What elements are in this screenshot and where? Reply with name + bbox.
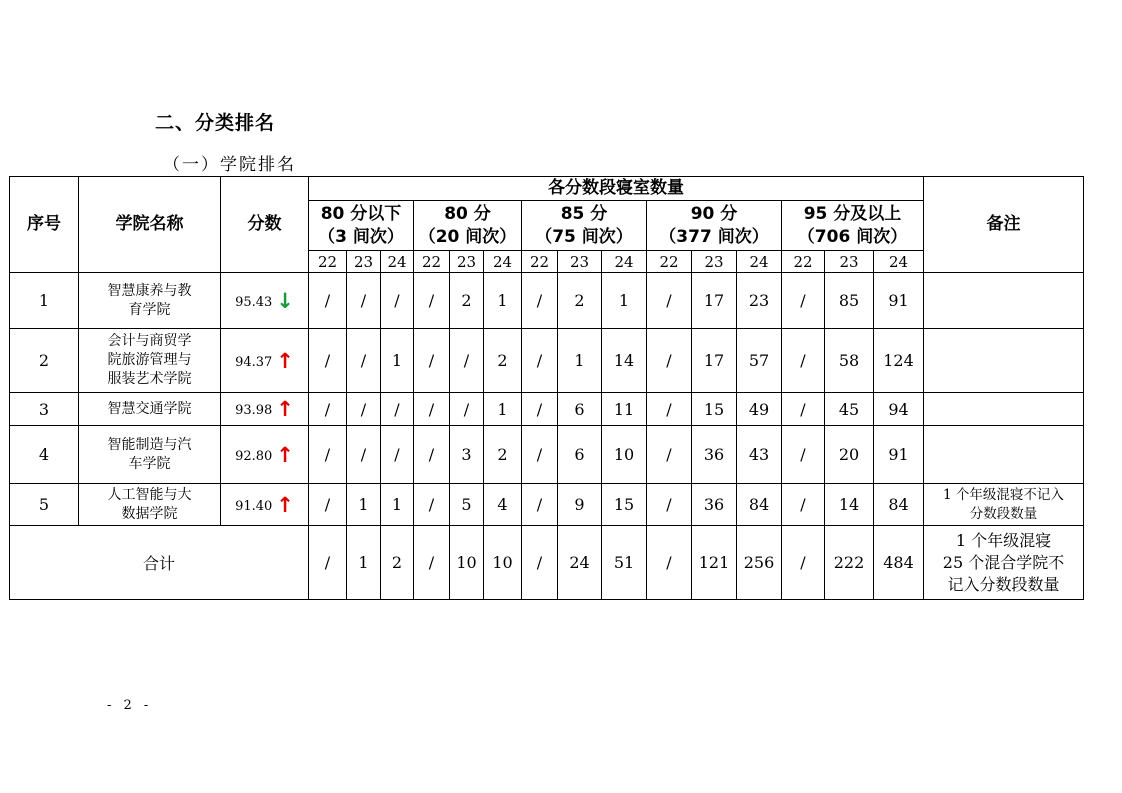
score-value: 93.98 xyxy=(235,403,273,418)
score-cell xyxy=(221,393,309,426)
header-band-85: 85 分 （75 间次） xyxy=(522,201,647,251)
row-no: 1 xyxy=(10,273,79,329)
band-count-cell: / xyxy=(647,329,692,393)
total-count-cell: 1 xyxy=(347,526,381,600)
row-no: 4 xyxy=(10,426,79,484)
band-count-cell: / xyxy=(309,393,347,426)
table-row xyxy=(10,329,1084,393)
score-cell xyxy=(221,484,309,526)
header-no: 序号 xyxy=(10,177,79,273)
band-count-cell: / xyxy=(782,393,825,426)
band-count-cell: / xyxy=(647,426,692,484)
table-row xyxy=(10,426,1084,484)
band-count-cell: / xyxy=(347,273,381,329)
band-count-cell: 1 xyxy=(381,329,414,393)
year-cell: 22 xyxy=(522,251,558,273)
band-count-cell: 57 xyxy=(737,329,782,393)
total-count-cell: / xyxy=(522,526,558,600)
band-count-cell: 36 xyxy=(692,484,737,526)
band-count-cell: / xyxy=(414,484,450,526)
remark-cell xyxy=(924,393,1084,426)
score-value: 95.43 xyxy=(235,294,273,310)
band-count-cell: 2 xyxy=(450,273,484,329)
row-no: 3 xyxy=(10,393,79,426)
band-count-cell: / xyxy=(309,273,347,329)
band-count-cell: 4 xyxy=(484,484,522,526)
band-count-cell: / xyxy=(381,426,414,484)
page-number: - 2 - xyxy=(107,698,153,713)
year-cell: 23 xyxy=(347,251,381,273)
band-count-cell: / xyxy=(450,393,484,426)
table-row xyxy=(10,393,1084,426)
college-name-line: 智慧康养与教 xyxy=(107,282,192,299)
band-count-cell: 14 xyxy=(825,484,874,526)
college-name-cell xyxy=(79,484,221,526)
total-count-cell: / xyxy=(414,526,450,600)
arrow-up-icon: ↑ xyxy=(276,348,294,373)
band-count-cell: 5 xyxy=(450,484,484,526)
band-count-cell: 1 xyxy=(381,484,414,526)
band-count-cell: 124 xyxy=(874,329,924,393)
band-count-cell: / xyxy=(782,273,825,329)
year-cell: 24 xyxy=(737,251,782,273)
remark-line: 1 个年级混寝不记入 xyxy=(943,486,1064,503)
band-count-cell: / xyxy=(347,329,381,393)
year-cell: 23 xyxy=(450,251,484,273)
total-remark-line: 记入分数段数量 xyxy=(947,574,1060,594)
total-count-cell: / xyxy=(782,526,825,600)
row-no: 2 xyxy=(10,329,79,393)
band-count-cell: / xyxy=(347,426,381,484)
band-count-cell: 36 xyxy=(692,426,737,484)
remark-cell xyxy=(924,273,1084,329)
band-count-cell: / xyxy=(522,393,558,426)
score-cell xyxy=(221,273,309,329)
score-cell xyxy=(221,329,309,393)
total-count-cell: / xyxy=(647,526,692,600)
college-name: 智慧交通学院 xyxy=(107,400,192,417)
band-count-cell: 6 xyxy=(558,426,602,484)
score-value: 92.80 xyxy=(235,448,273,464)
band-count-cell: 45 xyxy=(825,393,874,426)
band-count-cell: / xyxy=(309,329,347,393)
band-count-cell: 1 xyxy=(484,273,522,329)
table-row xyxy=(10,273,1084,329)
college-name-line: 服装艺术学院 xyxy=(107,371,192,387)
table-row xyxy=(10,484,1084,526)
band-count-cell: / xyxy=(414,393,450,426)
remark-cell xyxy=(924,329,1084,393)
year-cell: 24 xyxy=(602,251,647,273)
arrow-up-icon: ↑ xyxy=(276,397,294,421)
arrow-up-icon: ↑ xyxy=(276,492,294,517)
college-name-line: 智能制造与汽 xyxy=(107,436,192,453)
band-count-cell: 15 xyxy=(602,484,647,526)
year-cell: 23 xyxy=(558,251,602,273)
total-count-cell: 51 xyxy=(602,526,647,600)
college-name-cell xyxy=(79,273,221,329)
year-cell: 24 xyxy=(484,251,522,273)
band-count-cell: 2 xyxy=(484,426,522,484)
header-score: 分数 xyxy=(221,177,309,273)
band-count-cell: 49 xyxy=(737,393,782,426)
header-band-90: 90 分 （377 间次） xyxy=(647,201,782,251)
band-count-cell: / xyxy=(522,426,558,484)
header-remark: 备注 xyxy=(924,177,1084,273)
band-count-cell: / xyxy=(522,329,558,393)
remark-line: 分数段数量 xyxy=(969,505,1038,522)
band-count-cell: 17 xyxy=(692,329,737,393)
band-count-cell: 10 xyxy=(602,426,647,484)
band-count-cell: / xyxy=(347,393,381,426)
college-name-line: 人工智能与大 xyxy=(107,486,192,503)
total-count-cell: 121 xyxy=(692,526,737,600)
total-remark-line: 25 个混合学院不 xyxy=(942,552,1065,572)
college-ranking-table xyxy=(9,176,1084,600)
band-count-cell: / xyxy=(414,426,450,484)
header-band-95plus: 95 分及以上 （706 间次） xyxy=(782,201,924,251)
remark-cell xyxy=(924,484,1084,526)
band-count-cell: 43 xyxy=(737,426,782,484)
college-name-cell xyxy=(79,393,221,426)
college-name-line: 车学院 xyxy=(128,455,171,472)
band-count-cell: / xyxy=(309,484,347,526)
band-count-cell: 2 xyxy=(484,329,522,393)
band-count-cell: 58 xyxy=(825,329,874,393)
band-count-cell: / xyxy=(647,393,692,426)
section-title: 二、分类排名 xyxy=(155,112,276,134)
band-count-cell: 1 xyxy=(484,393,522,426)
arrow-down-icon: ↓ xyxy=(276,288,294,313)
band-count-cell: / xyxy=(309,426,347,484)
score-value: 91.40 xyxy=(235,498,273,514)
total-remark-line: 1 个年级混寝 xyxy=(955,530,1052,550)
header-band-group: 各分数段寝室数量 xyxy=(309,177,924,201)
band-count-cell: / xyxy=(414,329,450,393)
year-cell: 22 xyxy=(414,251,450,273)
year-cell: 24 xyxy=(874,251,924,273)
year-cell: 22 xyxy=(782,251,825,273)
band-count-cell: 20 xyxy=(825,426,874,484)
band-count-cell: 2 xyxy=(558,273,602,329)
band-count-cell: / xyxy=(522,484,558,526)
band-count-cell: 23 xyxy=(737,273,782,329)
band-count-cell: 91 xyxy=(874,273,924,329)
total-count-cell: 10 xyxy=(450,526,484,600)
year-cell: 24 xyxy=(381,251,414,273)
band-count-cell: / xyxy=(381,393,414,426)
total-count-cell: 222 xyxy=(825,526,874,600)
total-row xyxy=(10,526,1084,600)
total-count-cell: / xyxy=(309,526,347,600)
band-count-cell: / xyxy=(782,426,825,484)
total-count-cell: 256 xyxy=(737,526,782,600)
band-count-cell: 84 xyxy=(737,484,782,526)
band-count-cell: 14 xyxy=(602,329,647,393)
total-count-cell: 24 xyxy=(558,526,602,600)
band-count-cell: 84 xyxy=(874,484,924,526)
year-cell: 23 xyxy=(692,251,737,273)
row-no: 5 xyxy=(10,484,79,526)
band-count-cell: 3 xyxy=(450,426,484,484)
band-count-cell: / xyxy=(381,273,414,329)
total-label: 合计 xyxy=(10,526,309,600)
score-cell xyxy=(221,426,309,484)
arrow-up-icon: ↑ xyxy=(276,442,294,467)
band-count-cell: 1 xyxy=(347,484,381,526)
band-count-cell: / xyxy=(647,484,692,526)
year-cell: 22 xyxy=(309,251,347,273)
band-count-cell: / xyxy=(782,329,825,393)
year-cell: 22 xyxy=(647,251,692,273)
header-band-below80: 80 分以下 （3 间次） xyxy=(309,201,414,251)
band-count-cell: 6 xyxy=(558,393,602,426)
band-count-cell: 91 xyxy=(874,426,924,484)
college-name-line: 育学院 xyxy=(128,301,171,318)
score-value: 94.37 xyxy=(235,354,273,370)
band-count-cell: 15 xyxy=(692,393,737,426)
band-count-cell: 85 xyxy=(825,273,874,329)
header-band-80: 80 分 （20 间次） xyxy=(414,201,522,251)
subsection-title: （一）学院排名 xyxy=(163,155,296,175)
band-count-cell: / xyxy=(450,329,484,393)
band-count-cell: 94 xyxy=(874,393,924,426)
remark-cell xyxy=(924,426,1084,484)
band-count-cell: / xyxy=(647,273,692,329)
band-count-cell: 11 xyxy=(602,393,647,426)
college-name-cell xyxy=(79,426,221,484)
band-count-cell: 17 xyxy=(692,273,737,329)
college-name-line: 院旅游管理与 xyxy=(107,352,192,368)
total-count-cell: 10 xyxy=(484,526,522,600)
total-count-cell: 2 xyxy=(381,526,414,600)
band-count-cell: / xyxy=(414,273,450,329)
total-remark-cell xyxy=(924,526,1084,600)
year-cell: 23 xyxy=(825,251,874,273)
band-count-cell: 1 xyxy=(558,329,602,393)
band-count-cell: / xyxy=(782,484,825,526)
band-count-cell: 1 xyxy=(602,273,647,329)
total-count-cell: 484 xyxy=(874,526,924,600)
college-name-line: 数据学院 xyxy=(121,505,178,522)
band-count-cell: / xyxy=(522,273,558,329)
header-college: 学院名称 xyxy=(79,177,221,273)
college-name-cell xyxy=(79,329,221,393)
band-count-cell: 9 xyxy=(558,484,602,526)
college-name-line: 会计与商贸学 xyxy=(107,333,192,349)
